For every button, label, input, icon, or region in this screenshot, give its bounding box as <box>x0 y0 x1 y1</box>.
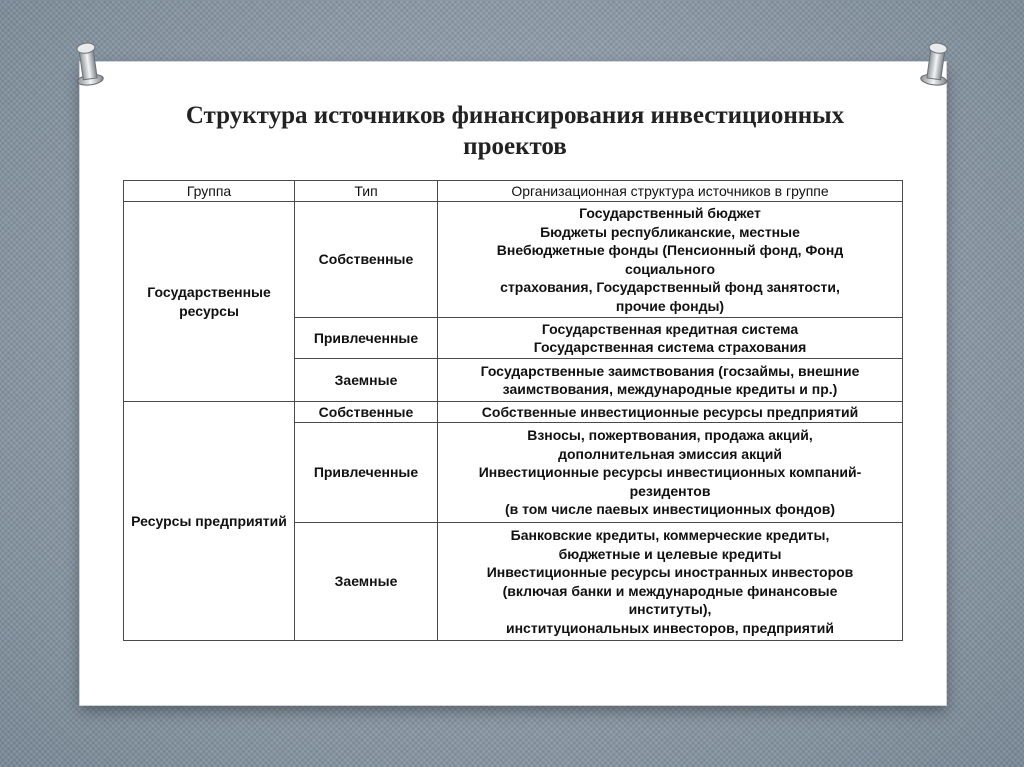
sources-cell <box>438 202 903 318</box>
title-line: проектов <box>463 133 567 160</box>
column-header-type: Тип <box>295 181 438 202</box>
source-line: (включая банки и международные финансовые <box>502 582 838 599</box>
table-header-row <box>124 181 903 202</box>
type-cell: Привлеченные <box>295 318 438 359</box>
source-line: институты), <box>628 601 712 617</box>
source-line: социального <box>624 260 716 277</box>
source-line: бюджетные и целевые кредиты <box>558 545 782 562</box>
table-row <box>124 402 903 423</box>
sources-cell <box>438 402 903 423</box>
type-cell: Заемные <box>295 359 438 402</box>
pushpin-icon <box>67 38 109 89</box>
type-cell: Заемные <box>295 523 438 641</box>
column-header-sources: Организационная структура источников в группе <box>438 181 903 202</box>
sources-cell <box>438 359 903 402</box>
pushpin-icon <box>915 38 957 89</box>
group-cell: Ресурсы предприятий <box>124 402 295 641</box>
sources-cell <box>438 523 903 641</box>
column-header-group: Группа <box>124 181 295 202</box>
title-line: Структура источников финансирования инвестиционных <box>185 102 845 129</box>
source-line: дополнительная эмиссия акций <box>558 445 782 462</box>
source-line: Инвестиционные ресурсы инвестиционных компаний- <box>478 464 862 481</box>
source-line: Внебюджетные фонды (Пенсионный фонд, Фонд <box>496 242 844 258</box>
type-cell: Привлеченные <box>295 423 438 523</box>
financing-sources-table <box>123 180 903 641</box>
source-line: Государственная система страхования <box>533 339 807 355</box>
source-line: Государственная кредитная система <box>541 320 799 337</box>
source-line: Взносы, пожертвования, продажа акций, <box>527 427 813 444</box>
page-title <box>120 100 910 162</box>
source-line: прочие фонды) <box>615 297 725 314</box>
source-line: институциональных инвесторов, предприятий <box>505 619 834 636</box>
sources-cell <box>438 423 903 523</box>
source-line: Инвестиционные ресурсы иностранных инвесторов <box>486 564 854 580</box>
source-line: Государственные заимствования (госзаймы, внешние <box>480 362 860 379</box>
source-line: страхования, Государственный фонд занятости, <box>500 279 840 295</box>
source-line: Собственные инвестиционные ресурсы предприятий <box>481 403 859 420</box>
source-line: заимствования, международные кредиты и пр.) <box>502 381 838 397</box>
source-line: Государственный бюджет <box>579 205 761 221</box>
type-cell: Собственные <box>295 202 438 318</box>
source-line: Бюджеты республиканские, местные <box>540 223 800 240</box>
sources-cell <box>438 318 903 359</box>
group-cell: Государственные ресурсы <box>124 202 295 402</box>
table-row <box>124 202 903 318</box>
source-line: Банковские кредиты, коммерческие кредиты, <box>510 527 830 543</box>
source-line: (в том числе паевых инвестиционных фондов) <box>504 501 836 518</box>
type-cell: Собственные <box>295 402 438 423</box>
source-line: резидентов <box>629 482 711 499</box>
